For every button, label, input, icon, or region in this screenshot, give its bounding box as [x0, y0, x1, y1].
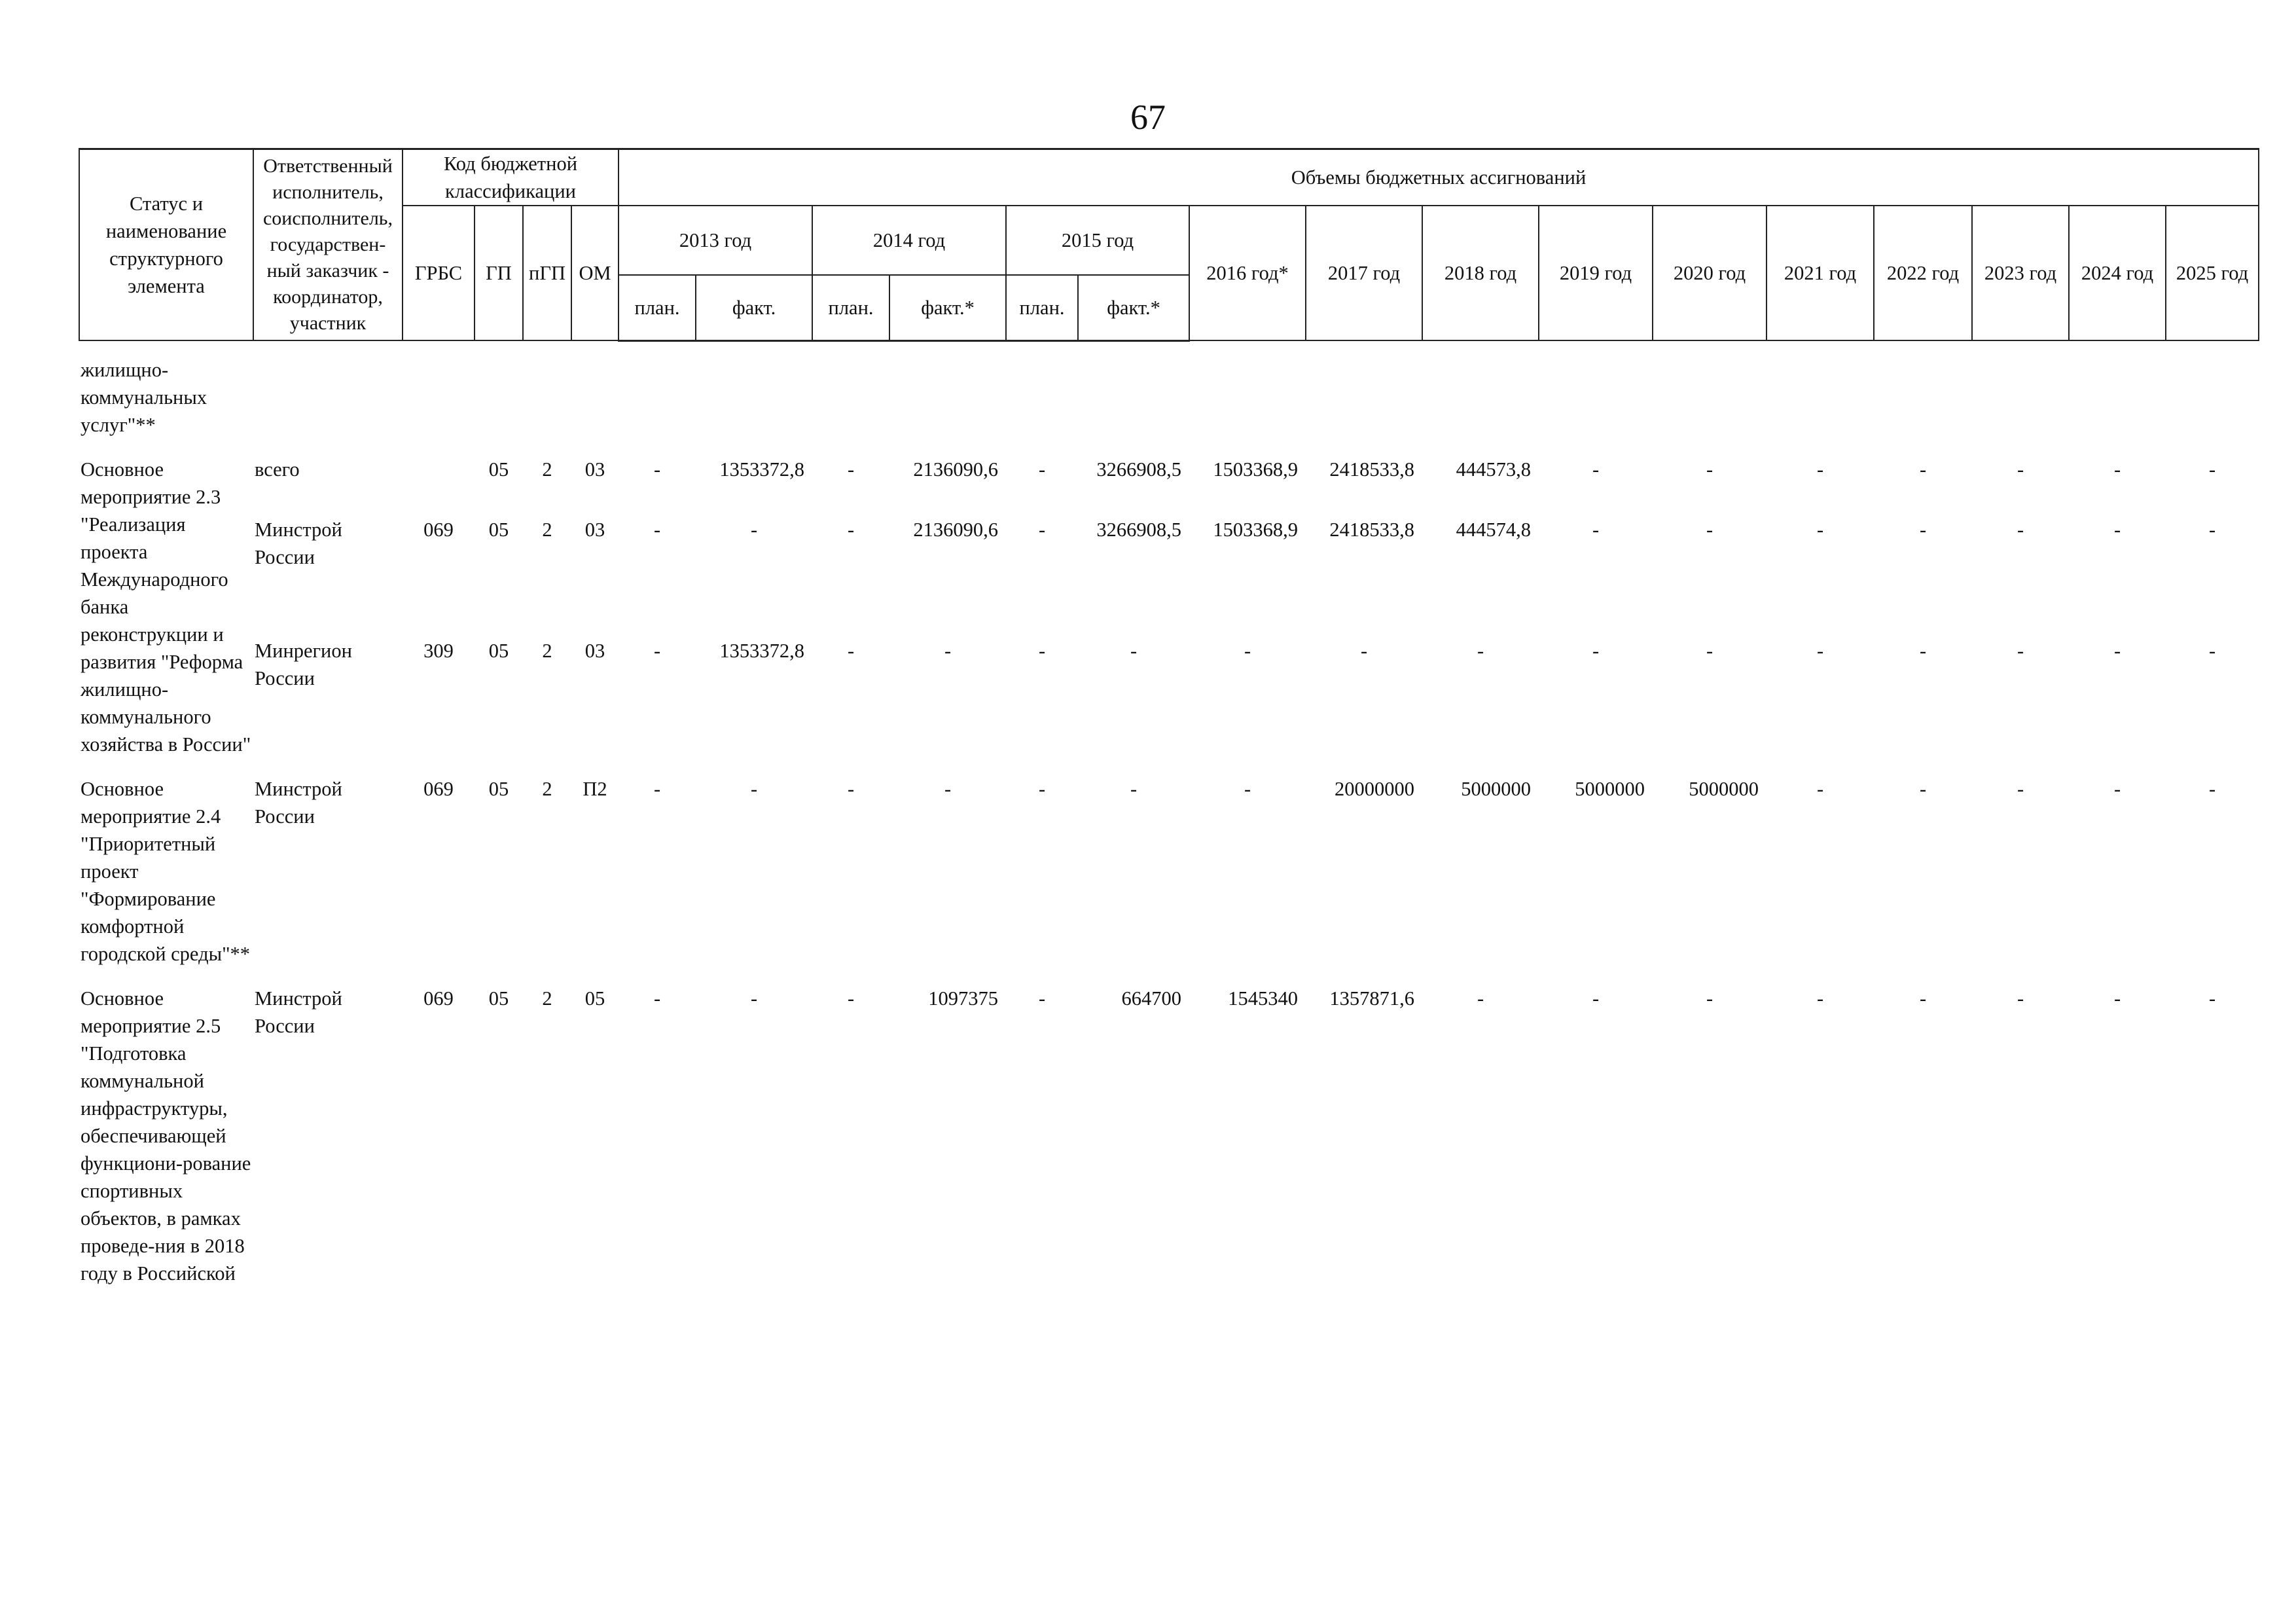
row-value: - [847, 777, 855, 800]
row-pgp: 2 [542, 777, 552, 800]
row-value: - [2208, 458, 2216, 481]
row-value: 3266908,5 [1096, 458, 1182, 481]
row-value: - [1038, 518, 1046, 541]
row-value: - [1130, 639, 1138, 662]
row-value: - [1816, 458, 1824, 481]
table-row [79, 356, 2259, 439]
row-value: 1503368,9 [1213, 518, 1299, 541]
row-value: - [653, 458, 661, 481]
header-grbs: ГРБС [403, 206, 475, 340]
row-value: 1357871,6 [1329, 987, 1415, 1010]
row-value: - [1816, 639, 1824, 662]
header-2014-plan: план. [812, 275, 889, 340]
row-grbs: 309 [423, 639, 454, 662]
header-2014-fact: факт.* [889, 275, 1006, 340]
row-value: - [1816, 777, 1824, 800]
row-value: 2418533,8 [1329, 518, 1415, 541]
row-responsible: Минстрой России [255, 777, 342, 828]
table-row [79, 985, 2259, 1287]
row-value: - [944, 777, 952, 800]
page-number: 67 [1130, 98, 1166, 137]
header-2016: 2016 год* [1189, 206, 1306, 340]
row-name: Основное мероприятие 2.3 "Реализация проекта Международного банка реконструкции и развития "Реформа жилищно-коммунального хозяйства в России" [81, 458, 251, 756]
row-value: - [653, 987, 661, 1010]
row-responsible: всего [255, 458, 300, 481]
row-value: - [750, 777, 758, 800]
row-value: 3266908,5 [1096, 518, 1182, 541]
row-value: - [847, 639, 855, 662]
row-value: - [2113, 777, 2121, 800]
row-value: 2136090,6 [913, 458, 999, 481]
header-volumes: Объемы бюджетных ассигнований [619, 149, 2259, 206]
row-value: - [2113, 458, 2121, 481]
row-value: 1503368,9 [1213, 458, 1299, 481]
row-name: Основное мероприятие 2.5 "Подготовка коммунальной инфраструктуры, обеспечивающей функциони-рование спортивных объектов, в рамках проведе-ния в 2018 году в Российской [81, 987, 251, 1285]
header-budget-code: Код бюджетной классификации [403, 149, 619, 206]
row-value: - [1706, 458, 1713, 481]
row-value: - [2208, 777, 2216, 800]
header-gp: ГП [475, 206, 523, 340]
row-responsible: Минрегион России [255, 639, 352, 689]
row-grbs: 069 [423, 987, 454, 1010]
row-name: Основное мероприятие 2.4 "Приоритетный проект "Формирование комфортной городской среды"** [81, 777, 251, 965]
row-value: 1097375 [928, 987, 999, 1010]
row-value: - [2017, 987, 2024, 1010]
header-om: ОМ [571, 206, 619, 340]
row-value: - [1919, 458, 1927, 481]
header-2023: 2023 год [1972, 206, 2069, 340]
row-value: - [2017, 777, 2024, 800]
row-om: П2 [583, 777, 607, 800]
header-2014: 2014 год [812, 206, 1006, 275]
row-gp: 05 [488, 458, 509, 481]
row-value: - [2113, 518, 2121, 541]
row-value: - [2017, 518, 2024, 541]
row-value: - [653, 518, 661, 541]
header-status: Статус и наименование структурного элемента [79, 149, 253, 341]
budget-table [79, 148, 2259, 1287]
row-value: - [750, 518, 758, 541]
row-gp: 05 [488, 777, 509, 800]
header-responsible: Ответственный исполнитель, соисполнитель, государствен-ный заказчик - координатор, участник [253, 149, 403, 341]
row-value: - [1477, 987, 1484, 1010]
row-value: - [1038, 639, 1046, 662]
row-responsible: Минстрой России [255, 518, 342, 568]
row-grbs [403, 456, 475, 516]
row-value: - [750, 987, 758, 1010]
row-om: 03 [584, 518, 605, 541]
row-value: 1353372,8 [719, 458, 805, 481]
row-value: - [2113, 639, 2121, 662]
row-value: - [847, 458, 855, 481]
row-value: - [653, 777, 661, 800]
row-om: 03 [584, 639, 605, 662]
row-value: - [1244, 777, 1251, 800]
row-responsible: Минстрой России [255, 987, 342, 1037]
table-row [79, 516, 2259, 637]
row-value: - [1592, 987, 1600, 1010]
row-value: 5000000 [1575, 777, 1645, 800]
row-value: - [1130, 777, 1138, 800]
row-om: 05 [584, 987, 605, 1010]
row-gp: 05 [488, 987, 509, 1010]
row-value: - [2208, 987, 2216, 1010]
row-gp: 05 [488, 518, 509, 541]
header-2019: 2019 год [1539, 206, 1653, 340]
row-value: 664700 [1121, 987, 1182, 1010]
table-body [79, 340, 2259, 1287]
header-2017: 2017 год [1306, 206, 1422, 340]
table-header [79, 149, 2259, 341]
header-2021: 2021 год [1767, 206, 1874, 340]
row-value: - [1919, 987, 1927, 1010]
row-value: - [1816, 987, 1824, 1010]
row-value: 444573,8 [1456, 458, 1532, 481]
row-value: - [2017, 458, 2024, 481]
row-value: - [1919, 777, 1927, 800]
row-pgp: 2 [542, 518, 552, 541]
row-value: - [1706, 987, 1713, 1010]
row-value: 1545340 [1228, 987, 1299, 1010]
header-2015-plan: план. [1006, 275, 1078, 340]
row-pgp: 2 [542, 639, 552, 662]
row-value: 5000000 [1461, 777, 1532, 800]
row-value: 5000000 [1689, 777, 1759, 800]
row-pgp: 2 [542, 458, 552, 481]
row-value: - [1919, 639, 1927, 662]
row-value: 444574,8 [1456, 518, 1532, 541]
row-value: - [2208, 639, 2216, 662]
row-value: - [944, 639, 952, 662]
row-gp: 05 [488, 639, 509, 662]
row-value: - [847, 987, 855, 1010]
row-value: - [1360, 639, 1368, 662]
header-2013: 2013 год [619, 206, 812, 275]
row-value: - [1477, 639, 1484, 662]
row-om: 03 [584, 458, 605, 481]
row-value: - [1816, 518, 1824, 541]
header-2024: 2024 год [2069, 206, 2166, 340]
row-grbs: 069 [423, 777, 454, 800]
row-value: - [1706, 518, 1713, 541]
table-row [79, 456, 2259, 516]
row-value: - [1592, 518, 1600, 541]
row-value: - [653, 639, 661, 662]
row-value: 2418533,8 [1329, 458, 1415, 481]
row-value: - [2113, 987, 2121, 1010]
row-value: - [1919, 518, 1927, 541]
header-2013-plan: план. [619, 275, 696, 340]
table-row [79, 637, 2259, 758]
row-value: - [2208, 518, 2216, 541]
header-2025: 2025 год [2166, 206, 2259, 340]
row-value: - [1244, 639, 1251, 662]
header-2020: 2020 год [1653, 206, 1767, 340]
header-2022: 2022 год [1874, 206, 1972, 340]
header-2018: 2018 год [1422, 206, 1539, 340]
row-value: - [1038, 777, 1046, 800]
row-value: - [1038, 987, 1046, 1010]
row-grbs: 069 [423, 518, 454, 541]
table-row [79, 775, 2259, 968]
header-2015: 2015 год [1006, 206, 1189, 275]
row-value: - [1592, 458, 1600, 481]
row-value: - [1706, 639, 1713, 662]
row-value: - [847, 518, 855, 541]
row-value: - [1038, 458, 1046, 481]
row-value: - [2017, 639, 2024, 662]
row-value: - [1592, 639, 1600, 662]
header-2013-fact: факт. [696, 275, 812, 340]
row-value: 2136090,6 [913, 518, 999, 541]
header-pgp: пГП [523, 206, 571, 340]
row-pgp: 2 [542, 987, 552, 1010]
row-value: 1353372,8 [719, 639, 805, 662]
continuation-text: жилищно-коммунальных услуг"** [81, 358, 207, 436]
row-value: 20000000 [1335, 777, 1415, 800]
header-2015-fact: факт.* [1078, 275, 1189, 340]
